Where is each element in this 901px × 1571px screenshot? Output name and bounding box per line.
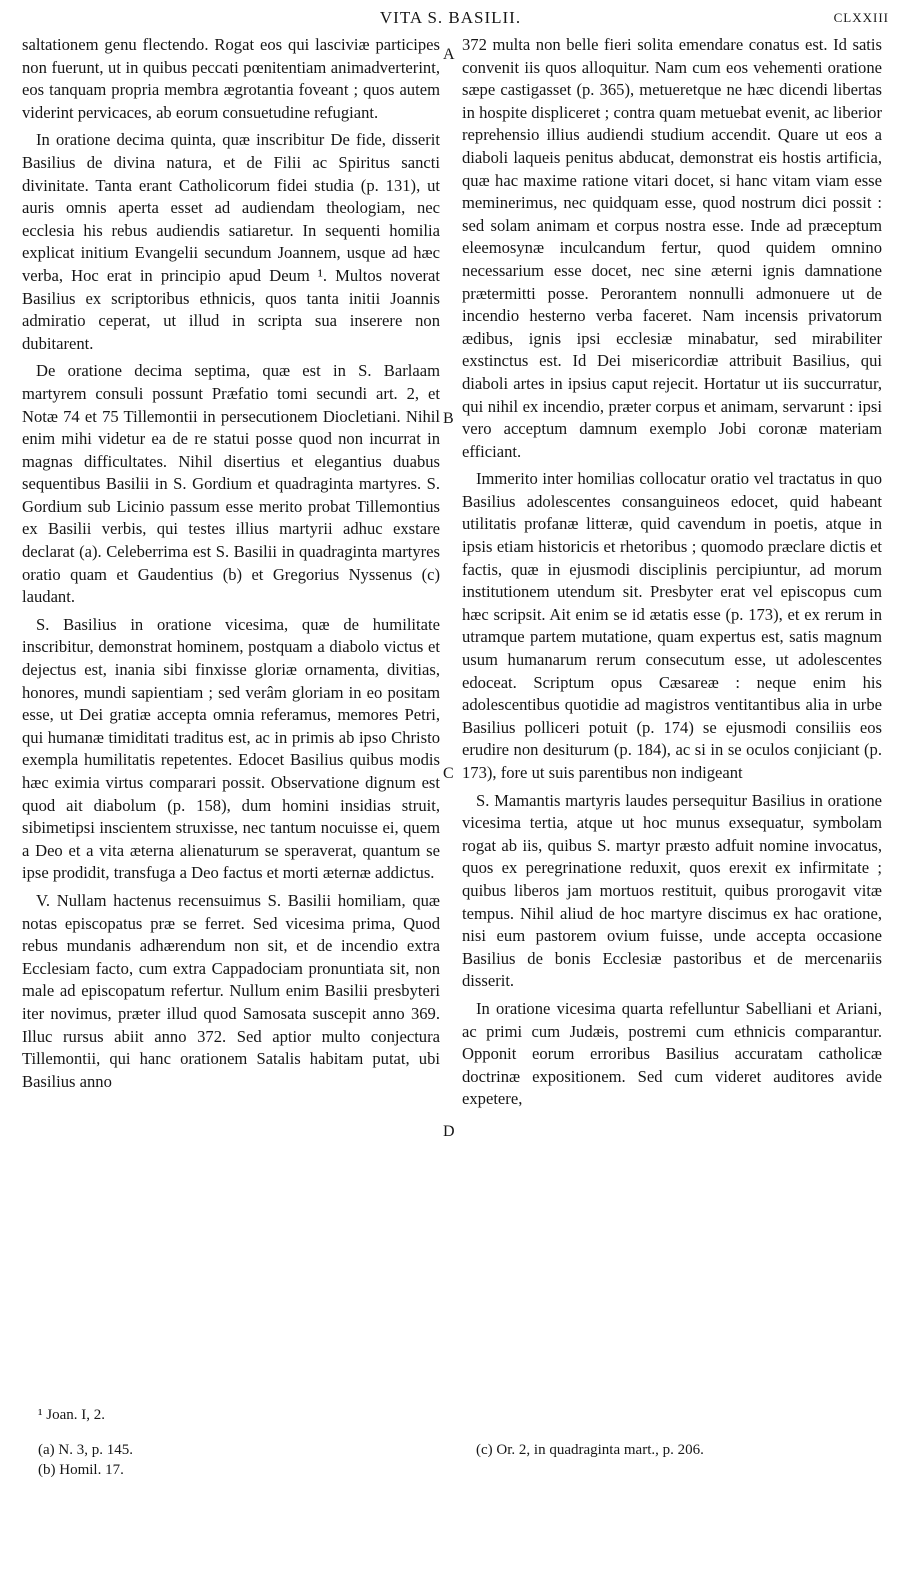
margin-letter-a: A	[443, 46, 455, 63]
running-head	[0, 8, 901, 34]
margin-letter-d: D	[443, 1123, 455, 1140]
page-title: VITA S. BASILII.	[379, 8, 522, 27]
left-paragraph-3: De oratione decima septima, quæ est in S. Barlaam martyrem consuli possunt Præfatio tomi secundi art. 2, et Notæ 74 et 75 Tillemontii in persecutionem Diocletiani. Nihil enim mihi videtur ea de re statui posse quod non incurrat in magnas difficultates. Nihil disertius et elegantius duabus sequentibus Basilii in S. Gordium et quadraginta martyres. S. Gordium sub Licinio passum esse merito probat Tillemontius ex Basilii verbis, qui testes illius martyrii adhuc exstare declarat (a). Celeberrima est S. Basilii in quadraginta martyres oratio quam et Gaudentius (b) et Gregorius Nyssenus (c) laudant.	[22, 361, 440, 607]
margin-letter-b: B	[443, 410, 454, 427]
footnote-c: (c) Or. 2, in quadraginta mart., p. 206.	[476, 1442, 704, 1458]
margin-letter-c: C	[443, 765, 454, 782]
left-column	[22, 34, 440, 1098]
right-paragraph-4: In oratione vicesima quarta refelluntur Sabelliani et Ariani, ac primi cum Judæis, postremi cum ethnicis comparantur. Opponit eorum erroribus Basilius accuratam catholicæ doctrinæ expositionem. Sed cum videret auditores avide expetere,	[462, 998, 882, 1109]
right-column	[462, 34, 882, 1116]
footnote-a: (a) N. 3, p. 145.	[38, 1442, 133, 1458]
right-paragraph-3: S. Mamantis martyris laudes persequitur Basilius in oratione vicesima tertia, atque ut hoc munus exsequatur, symbolam rogat ab iis, quibus S. martyr præsto adfuit nomine invocatus, quos ex peregrinatione reduxit, quos erexit ex infirmitate ; quibus liberos jam mortuos restituit, quibus prorogavit vitæ tempus. Nihil aliud de hoc martyre discimus ex hac oratione, nisi eum pastorem ovium fuisse, unde accepta occasione Basilius de bonis Ecclesiæ pastoribus et de mercenariis disserit.	[462, 790, 882, 991]
left-paragraph-2: In oratione decima quinta, quæ inscribitur De fide, disserit Basilius de divina natura, et de Filii ac Spiritus sancti divinitate. Tanta erant Catholicorum fidei studia (p. 131), ut auris omnis aperta esset ad audiendam theologiam, nec ecclesia his rebus audiendis satiaretur. In sequenti homilia explicat initium Evangelii secundum Joannem, usque ad hæc verba, Hoc erat in principio apud Deum ¹. Multos noverat Basilius ex scriptoribus ethnicis, quos tanta initii Joannis admiratio ceperat, ut illud in scripta sua inserere non dubitarent.	[22, 130, 440, 353]
left-paragraph-1: saltationem genu flectendo. Rogat eos qui lasciviæ participes non fuerunt, ut in quibus peccati pœnitentiam animadverterint, eos tanquam propria membra ægrotantia foveant ; quos autem viderint pervicaces, ab eorum consuetudine refugiant.	[22, 35, 440, 122]
footnote-b: (b) Homil. 17.	[38, 1462, 124, 1478]
left-paragraph-4: S. Basilius in oratione vicesima, quæ de humilitate inscribitur, demonstrat hominem, postquam a diabolo victus et dejectus est, inania sibi finxisse gloriæ ornamenta, divitias, honores, mundi sapientiam ; sed verâm gloriam in eo positam esse, ut Dei gratiæ accepta omnia referamus, memores Petri, qui humanæ timiditati traditus est, ac in primis ab ipso Christo exempla humilitatis repetentes. Edocet Basilius quibus modis hæc eximia virtus comparari possit. Observatione dignum est quod ait diabolum (p. 158), dum homini insidias struit, sibimetipsi inscientem struxisse, nec tantum nocuisse ei, quem a Deo et a vita æterna alienaturum se speraverat, quantum se ipse prodidit, transfuga a Deo factus et morti æternæ addictus.	[22, 614, 440, 883]
right-paragraph-1: 372 multa non belle fieri solita emendare conatus est. Id satis convenit iis quos alloquitur. Nam cum eos vehementi oratione sæpe castigasset (p. 365), metueretque ne hæc dicendi libertas in hospite displiceret ; contra quam metuebat evenit, ac liberior reprehensio illius audiendi studium accendit. Quare ut eos a diaboli laqueis penitus abducat, demonstrat eis hostis artificia, quæ hac maxime ratione vitari docet, si hanc vitam viam esse meminerimus, nec quidquam esse, quod nostrum dici possit : sed solam animam et corpus nostra esse. Inde ad præceptum eleemosynæ inculcandum fertur, quod quidem omnino necessarium esse docet, nec sine æterni ignis damnatione prætermitti posse. Perorantem nonnulli admonuere ut de incendio hesterno verba faceret. Nam incensis privatorum ædibus, ignis ipsi ecclesiæ minabatur, sed mirabiliter exstinctus est. Id Dei misericordiæ attribuit Basilius, qui diaboli artes in ipsius caput rejecit. Hortatur ut iis succurratur, qui nihil ex incendio, præter corpus et animam, servarunt : ipsi vero acceptum damnum exemplo Jobi coronæ materiam efficiant.	[462, 35, 882, 461]
right-paragraph-2: Immerito inter homilias collocatur oratio vel tractatus in quo Basilius adolescentes consanguineos edocet, quid habeant utilitatis profanæ litteræ, quid cavendum in poetis, atque in ipsis etiam historicis et rhetoribus ; quomodo præclare dictis et factis, quæ in ejusmodi disciplinis percipiuntur, ad morum institutionem utendum sit. Presbyter erat vel episcopus cum hæc scripsit. Ait enim se id ætatis esse (p. 173), et ex rerum in utramque partem mutatione, quam expertus est, satis magnum usum humanarum rerum consecutum esse, ut adolescentes edoceat. Scriptum opus Cæsareæ : neque enim his adolescentibus quotidie ad magistros ventitantibus alia in urbe Basilius polliceri potuit (p. 174) se ejusmodi consiliis eos erudire non desiturum (p. 184), ac si in se oculos conjiciant (p. 173), fore ut suis parentibus non indigeant	[462, 469, 882, 782]
page-number: CLXXIII	[833, 10, 889, 25]
footnote-joan: ¹ Joan. I, 2.	[38, 1407, 105, 1423]
left-paragraph-5: V. Nullam hactenus recensuimus S. Basilii homiliam, quæ notas episcopatus præ se ferret. Sed vicesima prima, Quod rebus mundanis adhærendum non sit, et de incendio extra Ecclesiam facto, cum extra Cappadociam pronuntiata sit, non male ad episcopatum refertur. Nullum enim Basilii presbyteri iter novimus, præter illud quod Samosata suscepit anno 369. Illuc rursus abiit anno 372. Sed aptior multo conjectura Tillemontii, qui hanc orationem Satalis habitam putat, ubi Basilius anno	[22, 890, 440, 1091]
